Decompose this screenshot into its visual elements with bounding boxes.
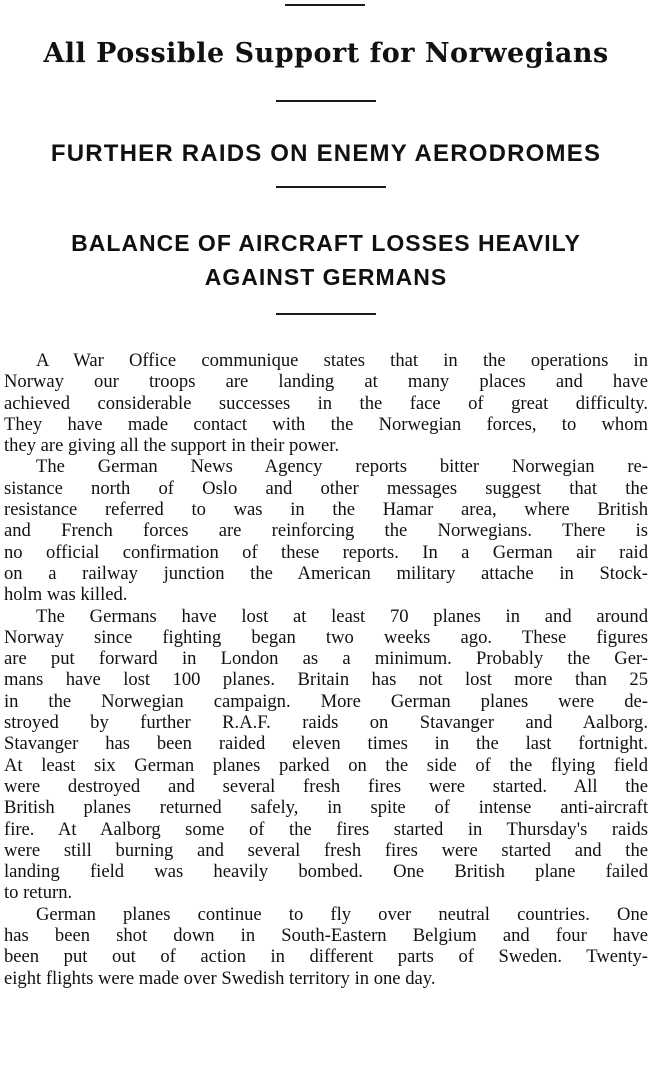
body-line: At least six German planes parked on the side of the flying field	[4, 754, 648, 776]
body-line: has been shot down in South-Eastern Belgium and four have	[4, 925, 648, 947]
body-line: They have made contact with the Norwegian forces, to whom	[4, 413, 648, 435]
top-rule	[285, 4, 365, 6]
body-line: The Germans have lost at least 70 planes in and around	[36, 605, 648, 627]
body-line: German planes continue to fly over neutral countries. One	[36, 903, 648, 925]
body-line: holm was killed.	[4, 584, 128, 606]
body-line: eight flights were made over Swedish territory in one day.	[4, 967, 436, 989]
subheadline-2-line-2: AGAINST GERMANS	[204, 264, 448, 290]
headline: All Possible Support for Norwegians	[43, 38, 609, 69]
article-body	[4, 350, 648, 989]
body-line: they are giving all the support in their power.	[4, 435, 340, 457]
body-line: The German News Agency reports bitter Norwegian re-	[36, 456, 648, 478]
divider-rule-3	[276, 313, 376, 315]
divider-rule-1	[276, 100, 376, 102]
body-line: to return.	[4, 882, 73, 904]
body-line: and French forces are reinforcing the Norwegians. There is	[4, 520, 648, 542]
body-line: landing field was heavily bombed. One British plane failed	[4, 861, 648, 883]
subheadline-2	[0, 226, 652, 294]
body-line: stroyed by further R.A.F. raids on Stavanger and Aalborg.	[4, 712, 648, 734]
body-line: were still burning and several fresh fires were started and the	[4, 839, 648, 861]
body-line: fire. At Aalborg some of the fires started in Thursday's raids	[4, 818, 648, 840]
divider-rule-2	[276, 186, 386, 188]
body-line: Norway since fighting began two weeks ago. These figures	[4, 626, 648, 648]
body-line: achieved considerable successes in the face of great difficulty.	[4, 392, 648, 414]
body-line: on a railway junction the American military attache in Stock-	[4, 562, 648, 584]
body-line: sistance north of Oslo and other messages suggest that the	[4, 477, 648, 499]
body-line: Norway our troops are landing at many places and have	[4, 371, 648, 393]
body-line: were destroyed and several fresh fires were started. All the	[4, 775, 648, 797]
body-line: in the Norwegian campaign. More German planes were de-	[4, 690, 648, 712]
body-line: been put out of action in different parts of Sweden. Twenty-	[4, 946, 648, 968]
body-line: resistance referred to was in the Hamar area, where British	[4, 499, 648, 521]
body-line: A War Office communique states that in the operations in	[36, 350, 648, 371]
body-line: British planes returned safely, in spite of intense anti-aircraft	[4, 797, 648, 819]
body-line: are put forward in London as a minimum. Probably the Ger-	[4, 648, 648, 670]
body-line: mans have lost 100 planes. Britain has not lost more than 25	[4, 669, 648, 691]
subheadline-1: FURTHER RAIDS ON ENEMY AERODROMES	[50, 140, 602, 167]
body-line: Stavanger has been raided eleven times in the last fortnight.	[4, 733, 648, 755]
subheadline-2-line-1: BALANCE OF AIRCRAFT LOSSES HEAVILY	[71, 230, 581, 256]
body-line: no official confirmation of these reports. In a German air raid	[4, 541, 648, 563]
